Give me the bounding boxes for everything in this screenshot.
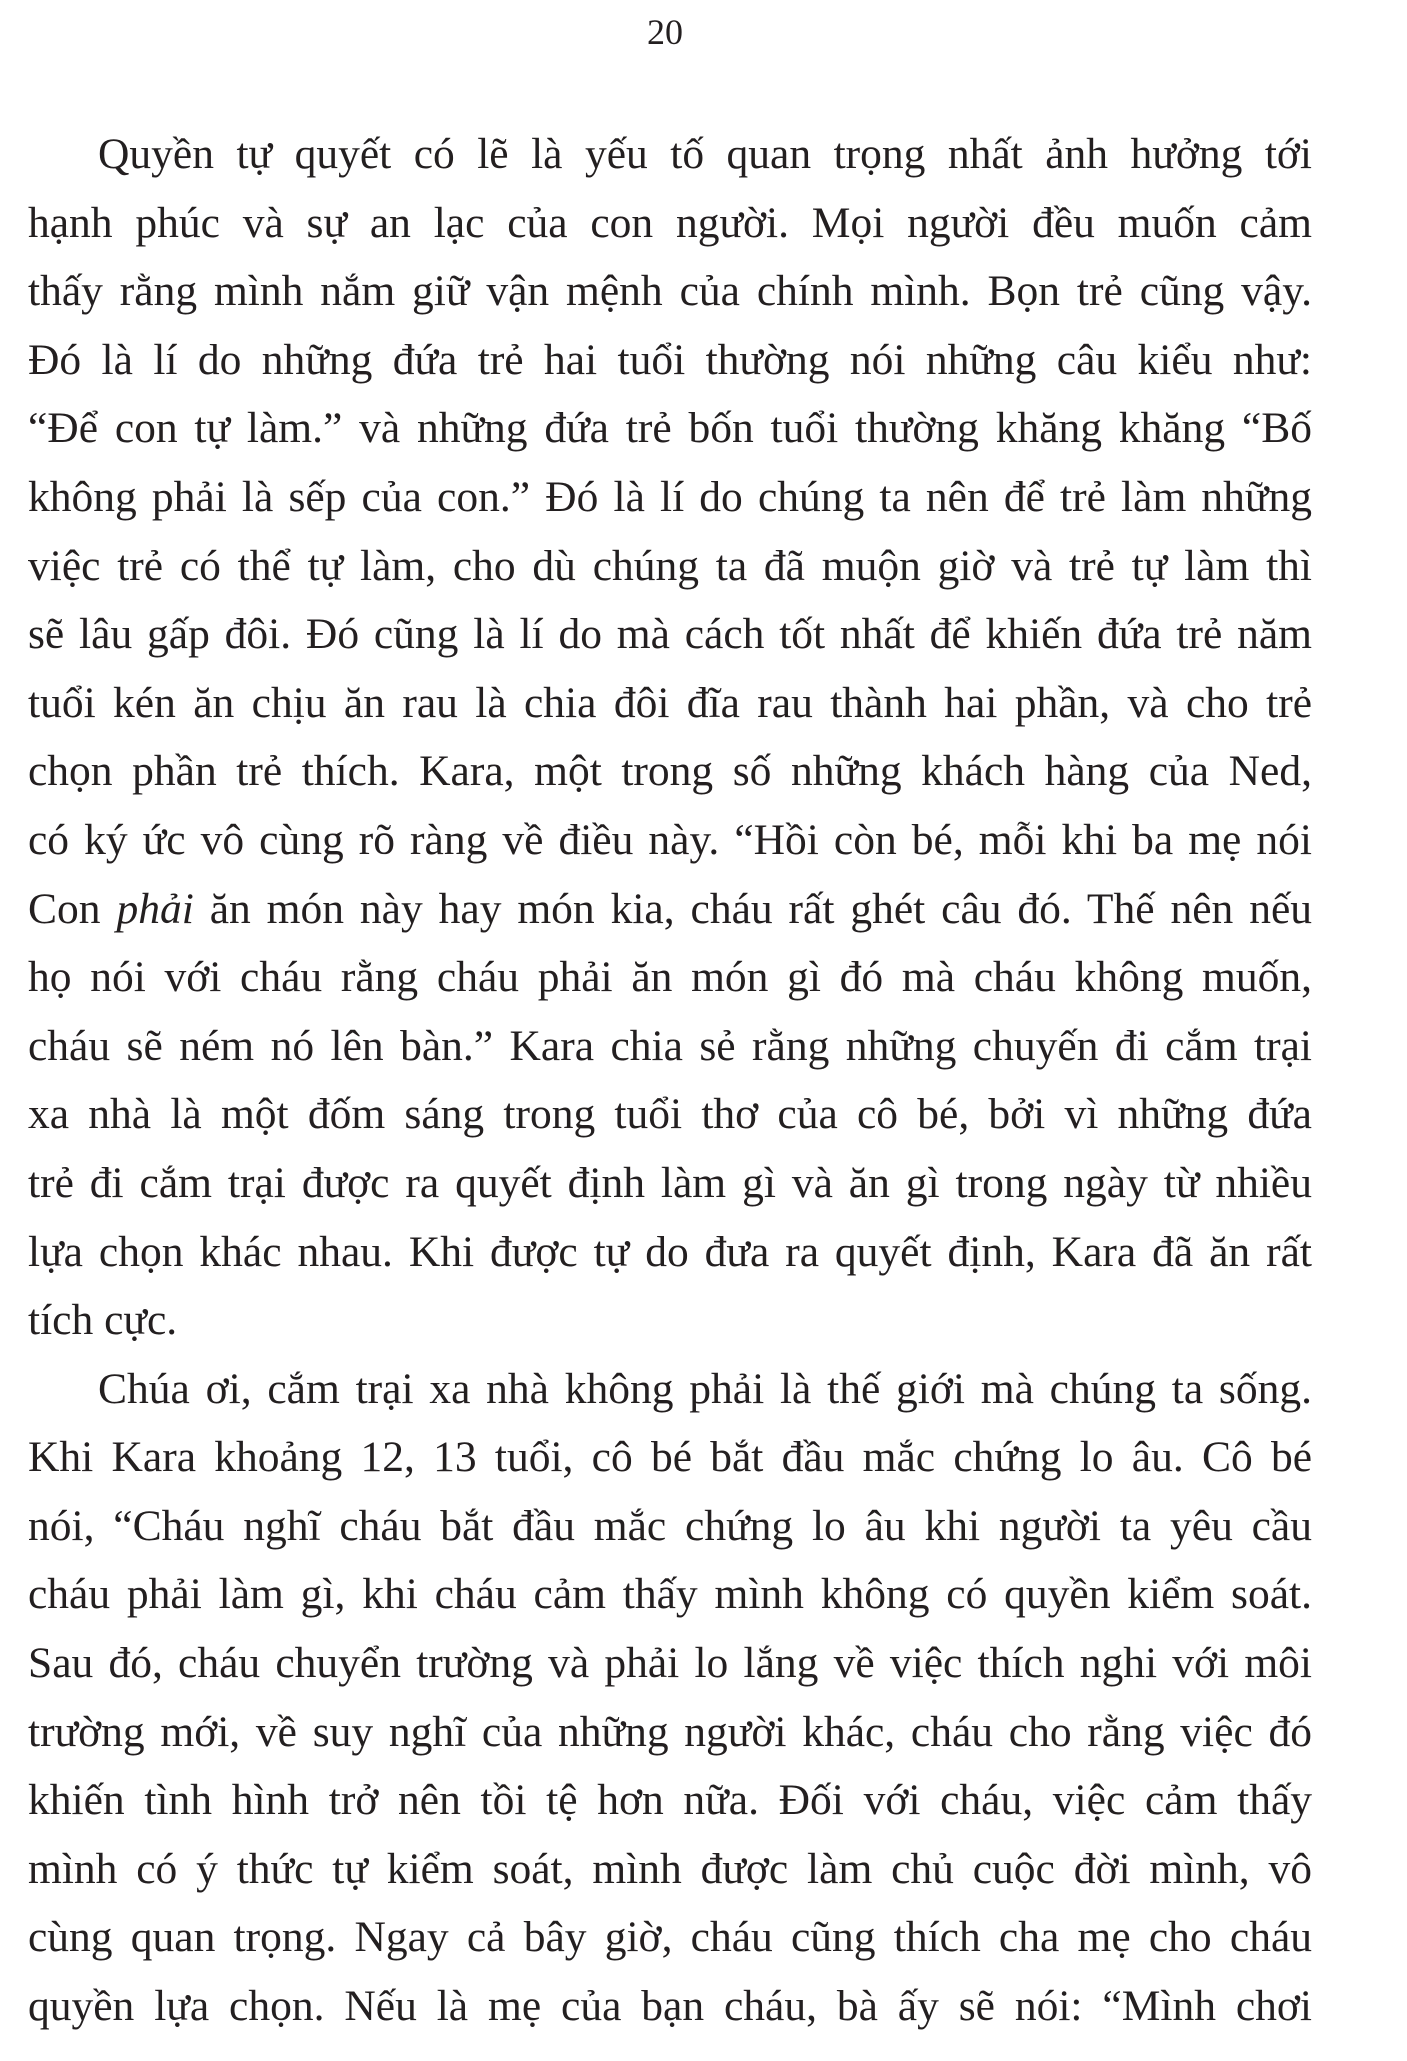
- text-line: việc trẻ có thể tự làm, cho dù chúng ta đã muộn giờ và trẻ tự làm thì: [28, 541, 1312, 590]
- text-line: Sau đó, cháu chuyển trường và phải lo lắng về việc thích nghi với môi: [28, 1639, 1312, 1688]
- text-line: sẽ lâu gấp đôi. Đó cũng là lí do mà cách tốt nhất để khiến đứa trẻ năm: [28, 610, 1312, 659]
- emphasis-word: phải: [116, 884, 194, 933]
- text-line-with-emphasis: [28, 875, 1312, 944]
- line-segment: Con: [28, 884, 117, 933]
- text-line: thấy rằng mình nắm giữ vận mệnh của chính mình. Bọn trẻ cũng vậy.: [28, 267, 1312, 316]
- line-segment: ăn món này hay món kia, cháu rất ghét câu đó. Thế nên nếu: [193, 884, 1313, 933]
- text-line: khiến tình hình trở nên tồi tệ hơn nữa. Đối với cháu, việc cảm thấy: [28, 1776, 1312, 1825]
- paragraph-1: [28, 120, 1312, 1355]
- paragraph-2: [28, 1355, 1312, 2041]
- body-text: [28, 120, 1312, 2041]
- page-number: 20: [647, 12, 683, 52]
- text-line: lựa chọn khác nhau. Khi được tự do đưa ra quyết định, Kara đã ăn rất: [28, 1227, 1312, 1276]
- text-line: Khi Kara khoảng 12, 13 tuổi, cô bé bắt đầu mắc chứng lo âu. Cô bé: [28, 1433, 1312, 1482]
- text-line: tích cực.: [28, 1296, 178, 1345]
- text-line: quyền lựa chọn. Nếu là mẹ của bạn cháu, bà ấy sẽ nói: “Mình chơi: [28, 1982, 1312, 2031]
- text-line: Đó là lí do những đứa trẻ hai tuổi thường nói những câu kiểu như:: [28, 335, 1312, 384]
- text-line: cháu phải làm gì, khi cháu cảm thấy mình không có quyền kiểm soát.: [28, 1570, 1312, 1619]
- text-line: chọn phần trẻ thích. Kara, một trong số những khách hàng của Ned,: [28, 747, 1312, 796]
- text-line: họ nói với cháu rằng cháu phải ăn món gì đó mà cháu không muốn,: [28, 953, 1312, 1002]
- text-line: “Để con tự làm.” và những đứa trẻ bốn tuổi thường khăng khăng “Bố: [28, 404, 1312, 453]
- text-line: không phải là sếp của con.” Đó là lí do chúng ta nên để trẻ làm những: [28, 472, 1312, 521]
- text-line: nói, “Cháu nghĩ cháu bắt đầu mắc chứng lo âu khi người ta yêu cầu: [28, 1501, 1312, 1550]
- text-line: hạnh phúc và sự an lạc của con người. Mọi người đều muốn cảm: [28, 198, 1312, 247]
- text-line: Quyền tự quyết có lẽ là yếu tố quan trọng nhất ảnh hưởng tới: [98, 130, 1312, 178]
- text-line: xa nhà là một đốm sáng trong tuổi thơ của cô bé, bởi vì những đứa: [28, 1090, 1312, 1139]
- text-line: trường mới, về suy nghĩ của những người khác, cháu cho rằng việc đó: [28, 1707, 1312, 1756]
- text-line: mình có ý thức tự kiểm soát, mình được làm chủ cuộc đời mình, vô: [28, 1844, 1312, 1893]
- text-line: có ký ức vô cùng rõ ràng về điều này. “Hồi còn bé, mỗi khi ba mẹ nói: [28, 815, 1312, 864]
- text-line: trẻ đi cắm trại được ra quyết định làm gì và ăn gì trong ngày từ nhiều: [28, 1158, 1312, 1207]
- text-line: cháu sẽ ném nó lên bàn.” Kara chia sẻ rằng những chuyến đi cắm trại: [28, 1021, 1312, 1070]
- text-line: tuổi kén ăn chịu ăn rau là chia đôi đĩa rau thành hai phần, và cho trẻ: [28, 678, 1312, 727]
- text-line: Chúa ơi, cắm trại xa nhà không phải là thế giới mà chúng ta sống.: [98, 1364, 1312, 1413]
- text-line: cùng quan trọng. Ngay cả bây giờ, cháu cũng thích cha mẹ cho cháu: [28, 1913, 1312, 1962]
